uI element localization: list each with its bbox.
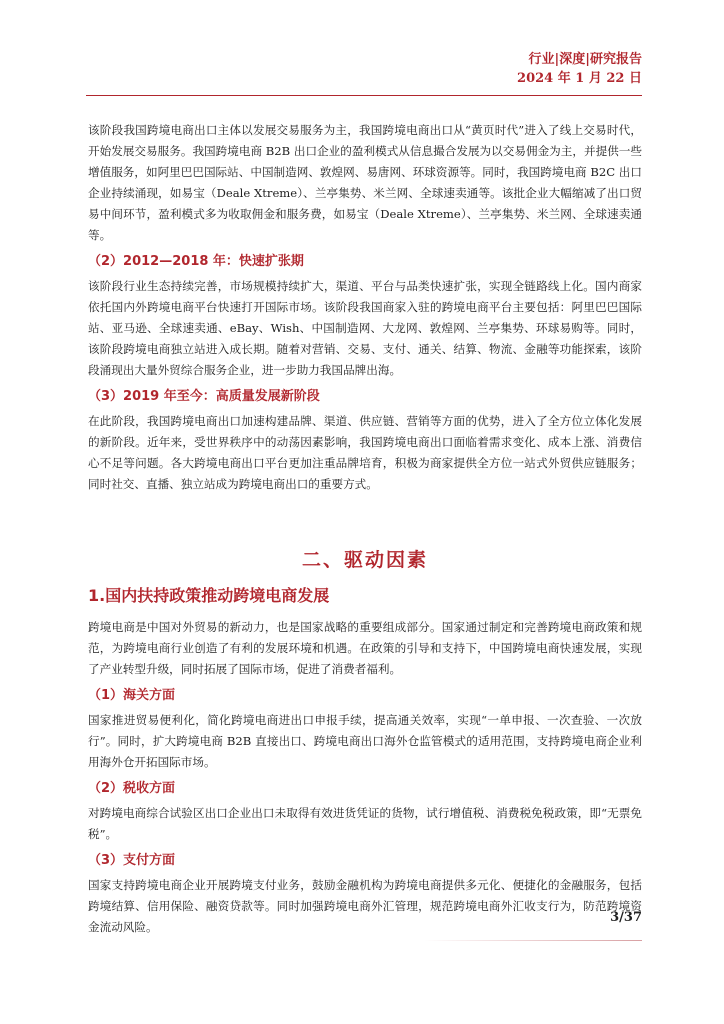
stage2-heading: （2）2012—2018 年：快速扩张期 [88,254,304,269]
intro-paragraph: 该阶段我国跨境电商出口主体以发展交易服务为主，我国跨境电商出口从“黄页时代”进入了线上交易时代，开始发展交易服务。我国跨境电商 B2B 出口企业的盈利模式从信息撮合发展为以交易佣金为主，并提供一些增值服务，如阿里巴巴国际站、中国制造网、敦煌网、易唐网、环球资源等。同时，我国跨境电商 B2C 出口企业持续涌现，如易宝（Deale Xtreme）、兰亭集势、米兰网、全球速卖通等。该批企业大幅缩减了出口贸易中间环节，盈利模式多为收取佣金和服务费，如易宝（Deale Xtreme）、兰亭集势、米兰网、全球速卖通等。 [88,123,642,242]
section-title-drivers: 二、驱动因素 [301,549,428,571]
footer-divider [424,940,642,941]
tax-heading: （2）税收方面 [88,781,176,796]
header-divider [86,95,642,96]
payment-paragraph: 国家支持跨境电商企业开展跨境支付业务，鼓励金融机构为跨境电商提供多元化、便捷化的金融服务，包括跨境结算、信用保险、融资贷款等。同时加强跨境电商外汇管理，规范跨境电商外汇收支行为，防范跨境资金流动风险。 [88,878,642,934]
policy-heading: 1.国内扶持政策推动跨境电商发展 [88,586,330,605]
page-content [88,120,642,938]
customs-heading: （1）海关方面 [88,688,176,703]
report-category: 行业|深度|研究报告 [528,52,642,67]
report-date: 2024 年 1 月 22 日 [517,71,642,86]
tax-paragraph: 对跨境电商综合试验区出口企业出口未取得有效进货凭证的货物，试行增值税、消费税免税政策，即“无票免税”。 [88,806,642,841]
stage3-paragraph: 在此阶段，我国跨境电商出口加速构建品牌、渠道、供应链、营销等方面的优势，进入了全方位立体化发展的新阶段。近年来，受世界秩序中的动荡因素影响，我国跨境电商出口面临着需求变化、成本上涨、消费信心不足等问题。各大跨境电商出口平台更加注重品牌培育，积极为商家提供全方位一站式外贸供应链服务；同时社交、直播、独立站成为跨境电商出口的重要方式。 [88,414,642,491]
report-header [517,50,642,88]
page-number: 3/37 [610,910,642,925]
payment-heading: （3）支付方面 [88,853,176,868]
customs-paragraph: 国家推进贸易便利化，简化跨境电商进出口申报手续，提高通关效率，实现“一单申报、一次查验、一次放行”。同时，扩大跨境电商 B2B 直接出口、跨境电商出口海外仓监管模式的适用范围，支持跨境电商企业利用海外仓开拓国际市场。 [88,713,642,769]
stage2-paragraph: 该阶段行业生态持续完善，市场规模持续扩大，渠道、平台与品类快速扩张，实现全链路线上化。国内商家依托国内外跨境电商平台快速打开国际市场。该阶段我国商家入驻的跨境电商平台主要包括：阿里巴巴国际站、亚马逊、全球速卖通、eBay、Wish、中国制造网、大龙网、敦煌网、兰亭集势、环球易购等。同时，该阶段跨境电商独立站进入成长期。随着对营销、交易、支付、通关、结算、物流、金融等功能探索，该阶段涌现出大量外贸综合服务企业，进一步助力我国品牌出海。 [88,279,642,377]
stage3-heading: （3）2019 年至今：高质量发展新阶段 [88,389,320,404]
policy-paragraph: 跨境电商是中国对外贸易的新动力，也是国家战略的重要组成部分。国家通过制定和完善跨境电商政策和规范，为跨境电商行业创造了有利的发展环境和机遇。在政策的引导和支持下，中国跨境电商快速发展，实现了产业转型升级，同时拓展了国际市场，促进了消费者福利。 [88,620,642,676]
